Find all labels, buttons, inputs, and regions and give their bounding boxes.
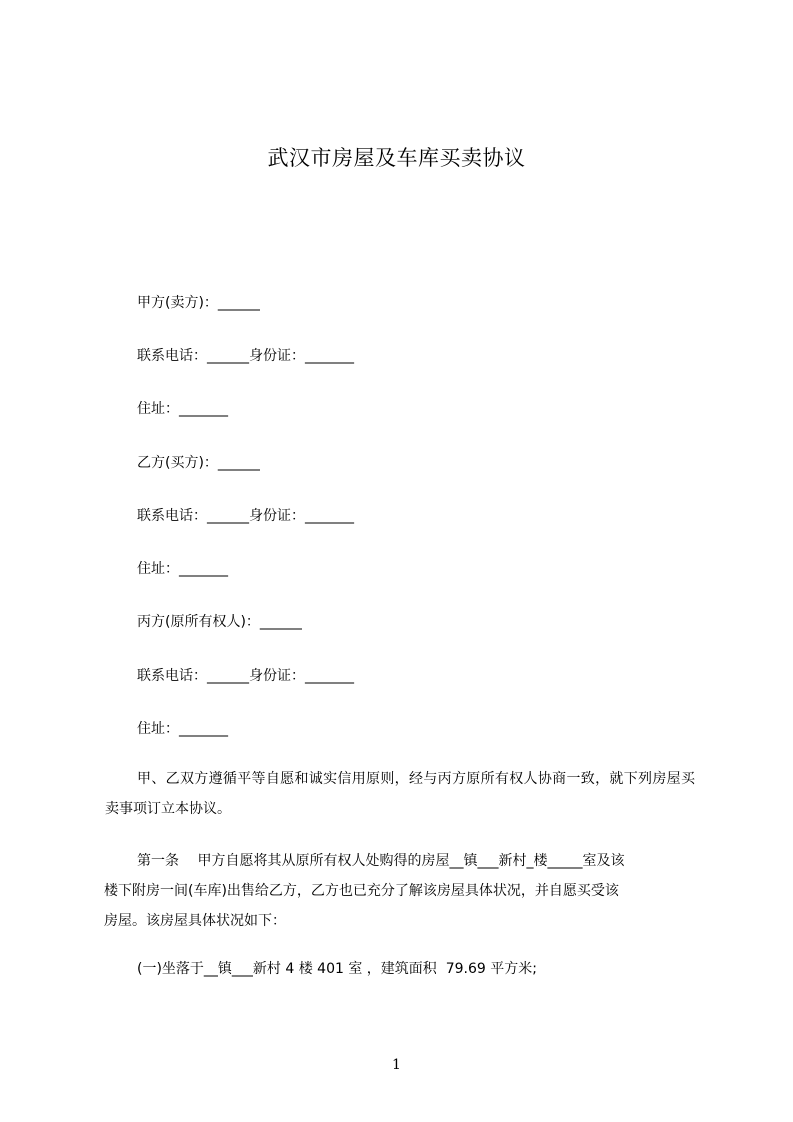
document-title: 武汉市房屋及车库买卖协议 [267,146,526,170]
party-b-address-line: 住址：_______ [137,561,228,577]
preamble-paragraph: 甲、乙双方遵循平等自愿和诚实信用原则，经与丙方原所有权人协商一致，就下列房屋买卖事项订立本协议。 [105,771,695,817]
item-1-location-line: (一)坐落于__镇___新村 4 楼 401 室 ，建筑面积 79.69 平方米; [137,961,537,977]
party-c-contact-line: 联系电话：______身份证：_______ [137,668,354,684]
article-1-line-3: 房屋。该房屋具体状况如下： [104,913,286,929]
page-number: 1 [392,1057,401,1073]
party-c-address-line: 住址：_______ [137,721,228,737]
party-b-contact-line: 联系电话：______身份证：_______ [137,508,354,524]
article-1-line-1: 第一条 甲方自愿将其从原所有权人处购得的房屋__镇___新村_楼_____室及该 [137,853,625,869]
party-b-name-line: 乙方(买方)：______ [137,455,260,471]
party-a-contact-line: 联系电话：______身份证：_______ [137,348,354,364]
party-a-name-line: 甲方(卖方)：______ [137,295,260,311]
party-c-name-line: 丙方(原所有权人)：______ [137,614,302,630]
article-1-line-2: 楼下附房一间(车库)出售给乙方，乙方也已充分了解该房屋具体状况，并自愿买受该 [104,883,619,899]
party-a-address-line: 住址：_______ [137,401,228,417]
